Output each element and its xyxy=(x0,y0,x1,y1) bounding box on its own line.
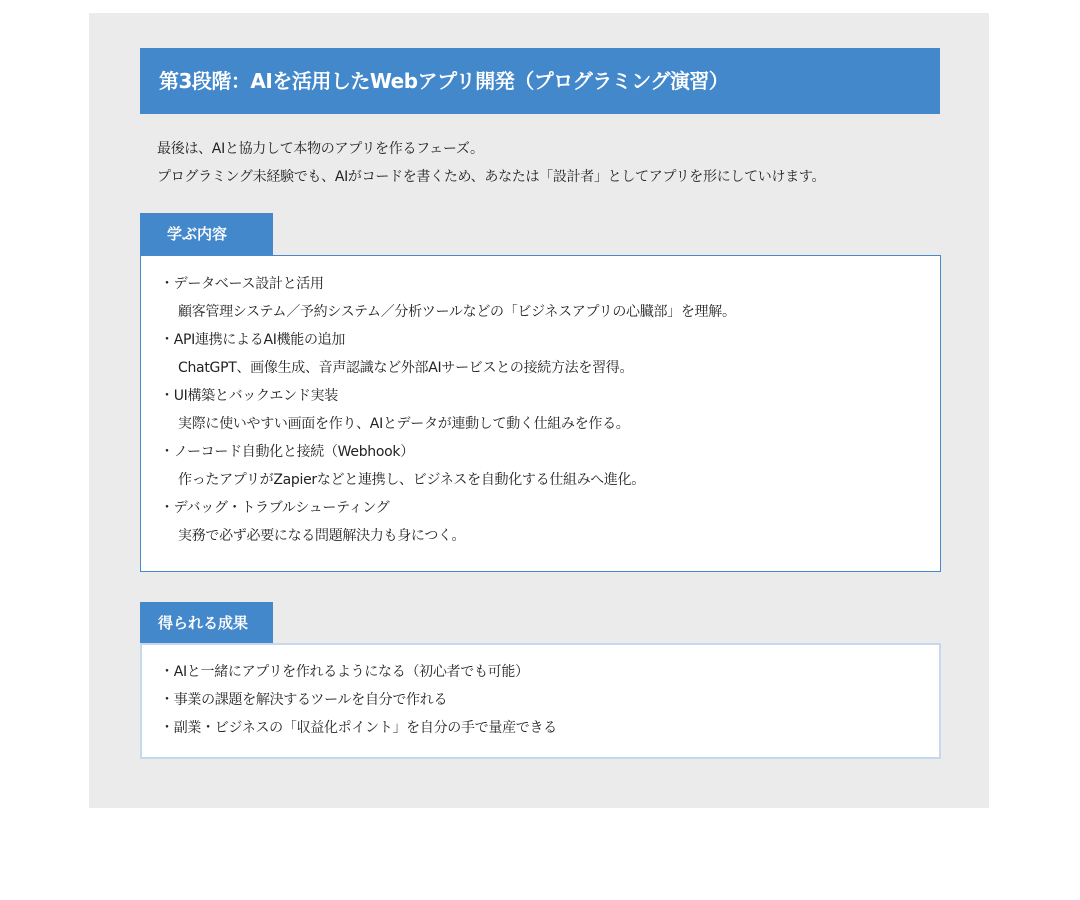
learn-item-heading: ・API連携によるAI機能の追加 xyxy=(160,332,346,348)
learn-item-description: ChatGPT、画像生成、音声認識など外部AIサービスとの接続方法を習得。 xyxy=(178,360,634,376)
result-item: ・事業の課題を解決するツールを自分で作れる xyxy=(160,692,448,708)
learn-item-description: 顧客管理システム／予約システム／分析ツールなどの「ビジネスアプリの心臓部」を理解。 xyxy=(178,304,736,320)
learn-item-heading: ・データベース設計と活用 xyxy=(160,276,324,292)
learn-item-heading: ・ノーコード自動化と接続（Webhook） xyxy=(160,444,414,460)
learn-item-description: 実際に使いやすい画面を作り、AIとデータが連動して動く仕組みを作る。 xyxy=(178,416,630,432)
results-content-box xyxy=(140,643,941,759)
learn-content-box xyxy=(140,255,941,572)
learn-item-heading: ・UI構築とバックエンド実装 xyxy=(160,388,338,404)
learn-item-heading: ・デバッグ・トラブルシューティング xyxy=(160,500,390,516)
learn-item-description: 作ったアプリがZapierなどと連携し、ビジネスを自動化する仕組みへ進化。 xyxy=(178,472,645,488)
result-item: ・副業・ビジネスの「収益化ポイント」を自分の手で量産できる xyxy=(160,720,557,736)
content-panel xyxy=(89,13,989,808)
intro-line: プログラミング未経験でも、AIがコードを書くため、あなたは「設計者」としてアプリを形にしていけます。 xyxy=(157,169,826,185)
learn-tab-label: 学ぶ内容 xyxy=(140,213,273,256)
results-tab-label: 得られる成果 xyxy=(140,602,273,645)
intro-text xyxy=(157,135,957,191)
intro-line: 最後は、AIと協力して本物のアプリを作るフェーズ。 xyxy=(157,141,484,157)
result-item: ・AIと一緒にアプリを作れるようになる（初心者でも可能） xyxy=(160,664,529,680)
section-title: 第3段階：AIを活用したWebアプリ開発（プログラミング演習） xyxy=(140,48,940,114)
learn-item-description: 実務で必ず必要になる問題解決力も身につく。 xyxy=(178,528,466,544)
